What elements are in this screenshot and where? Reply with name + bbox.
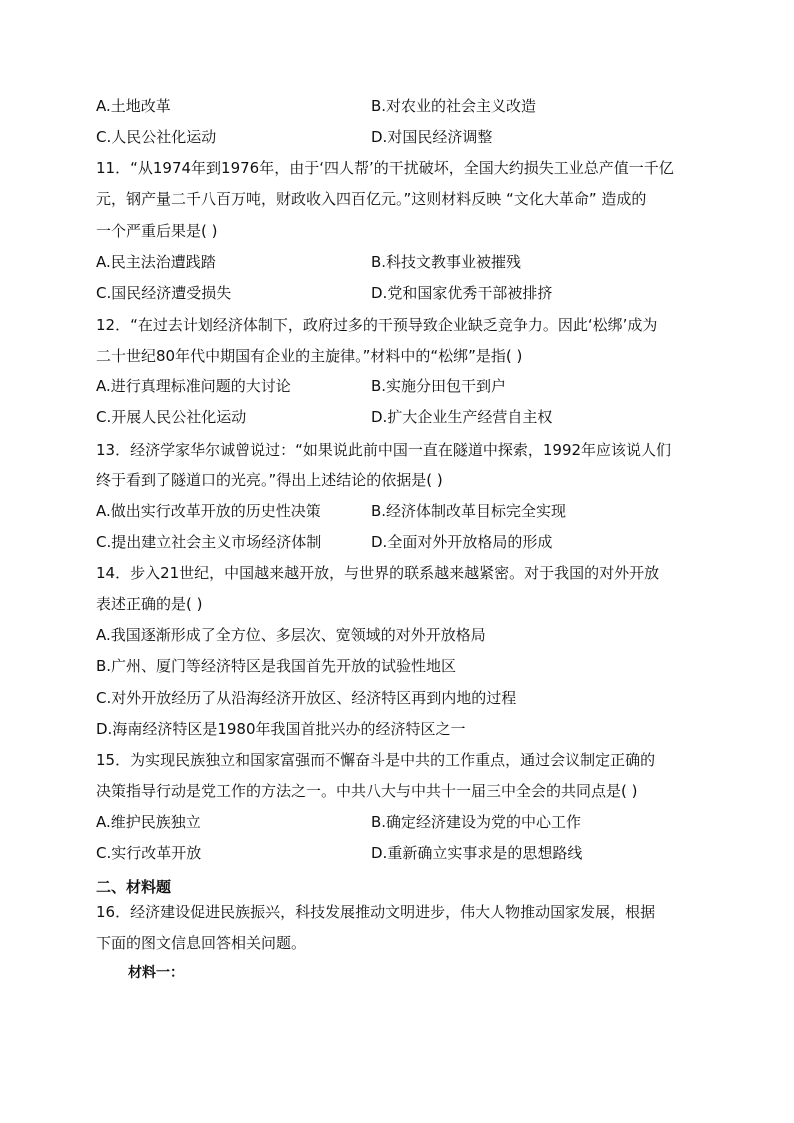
q16-stem-line-1: 16．经济建设促进民族振兴，科技发展推动文明进步，伟大人物推动国家发展，根据 (96, 903, 656, 921)
q12-option-a: A.进行真理标准问题的大讨论 (96, 377, 291, 395)
q14-option-d: D.海南经济特区是1980年我国首批兴办的经济特区之一 (96, 720, 466, 738)
q11-stem-line-1: 11．“从1974年到1976年，由于‘四人帮’的干扰破坏，全国大约损失工业总产值一千亿 (96, 159, 674, 177)
q12-option-b: B.实施分田包干到户 (371, 377, 507, 395)
q14-stem-line-2: 表述正确的是( ) (96, 595, 203, 613)
q12-stem-line-1: 12．“在过去计划经济体制下，政府过多的干预导致企业缺乏竞争力。因此‘松绑’成为 (96, 316, 658, 334)
q15-option-c: C.实行改革开放 (96, 844, 202, 862)
q10-option-b: B.对农业的社会主义改造 (371, 97, 537, 115)
q15-stem-line-2: 决策指导行动是党工作的方法之一。中共八大与中共十一届三中全会的共同点是( ) (96, 782, 638, 800)
q13-stem-line-2: 终于看到了隧道口的光亮。”得出上述结论的依据是( ) (96, 471, 443, 489)
q13-stem-line-1: 13．经济学家华尔诚曾说过：“如果说此前中国一直在隧道中探索，1992年应该说人们 (96, 441, 672, 459)
material-one-label: 材料一： (128, 965, 184, 981)
q10-option-c: C.人民公社化运动 (96, 128, 217, 146)
q13-option-a: A.做出实行改革开放的历史性决策 (96, 502, 321, 520)
q10-option-a: A.土地改革 (96, 97, 171, 115)
q16-stem-line-2: 下面的图文信息回答相关问题。 (96, 934, 307, 952)
q12-stem-line-2: 二十世纪80年代中期国有企业的主旋律。”材料中的“松绑”是指( ) (96, 347, 523, 365)
q14-option-c: C.对外开放经历了从沿海经济开放区、经济特区再到内地的过程 (96, 689, 517, 707)
q10-option-d: D.对国民经济调整 (371, 128, 493, 146)
q14-stem-line-1: 14．步入21世纪，中国越来越开放，与世界的联系越来越紧密。对于我国的对外开放 (96, 564, 660, 582)
q11-option-a: A.民主法治遭践踏 (96, 253, 216, 271)
q15-stem-line-1: 15．为实现民族独立和国家富强而不懈奋斗是中共的工作重点，通过会议制定正确的 (96, 751, 656, 769)
q13-option-d: D.全面对外开放格局的形成 (371, 533, 553, 551)
q12-option-d: D.扩大企业生产经营自主权 (371, 408, 553, 426)
q11-option-c: C.国民经济遭受损失 (96, 284, 232, 302)
q11-stem-line-2: 元，钢产量二千八百万吨，财政收入四百亿元。”这则材料反映 “文化大革命” 造成的 (96, 190, 647, 208)
section-title: 二、材料题 (96, 878, 172, 896)
q14-option-a: A.我国逐渐形成了全方位、多层次、宽领域的对外开放格局 (96, 626, 486, 644)
q13-option-c: C.提出建立社会主义市场经济体制 (96, 533, 322, 551)
q11-option-b: B.科技文教事业被摧残 (371, 253, 522, 271)
q11-option-d: D.党和国家优秀干部被排挤 (371, 284, 553, 302)
q13-option-b: B.经济体制改革目标完全实现 (371, 502, 567, 520)
q11-stem-line-3: 一个严重后果是( ) (96, 222, 218, 240)
q14-option-b: B.广州、厦门等经济特区是我国首先开放的试验性地区 (96, 657, 457, 675)
q15-option-b: B.确定经济建设为党的中心工作 (371, 813, 582, 831)
q15-option-a: A.维护民族独立 (96, 813, 201, 831)
q15-option-d: D.重新确立实事求是的思想路线 (371, 844, 583, 862)
q12-option-c: C.开展人民公社化运动 (96, 408, 247, 426)
